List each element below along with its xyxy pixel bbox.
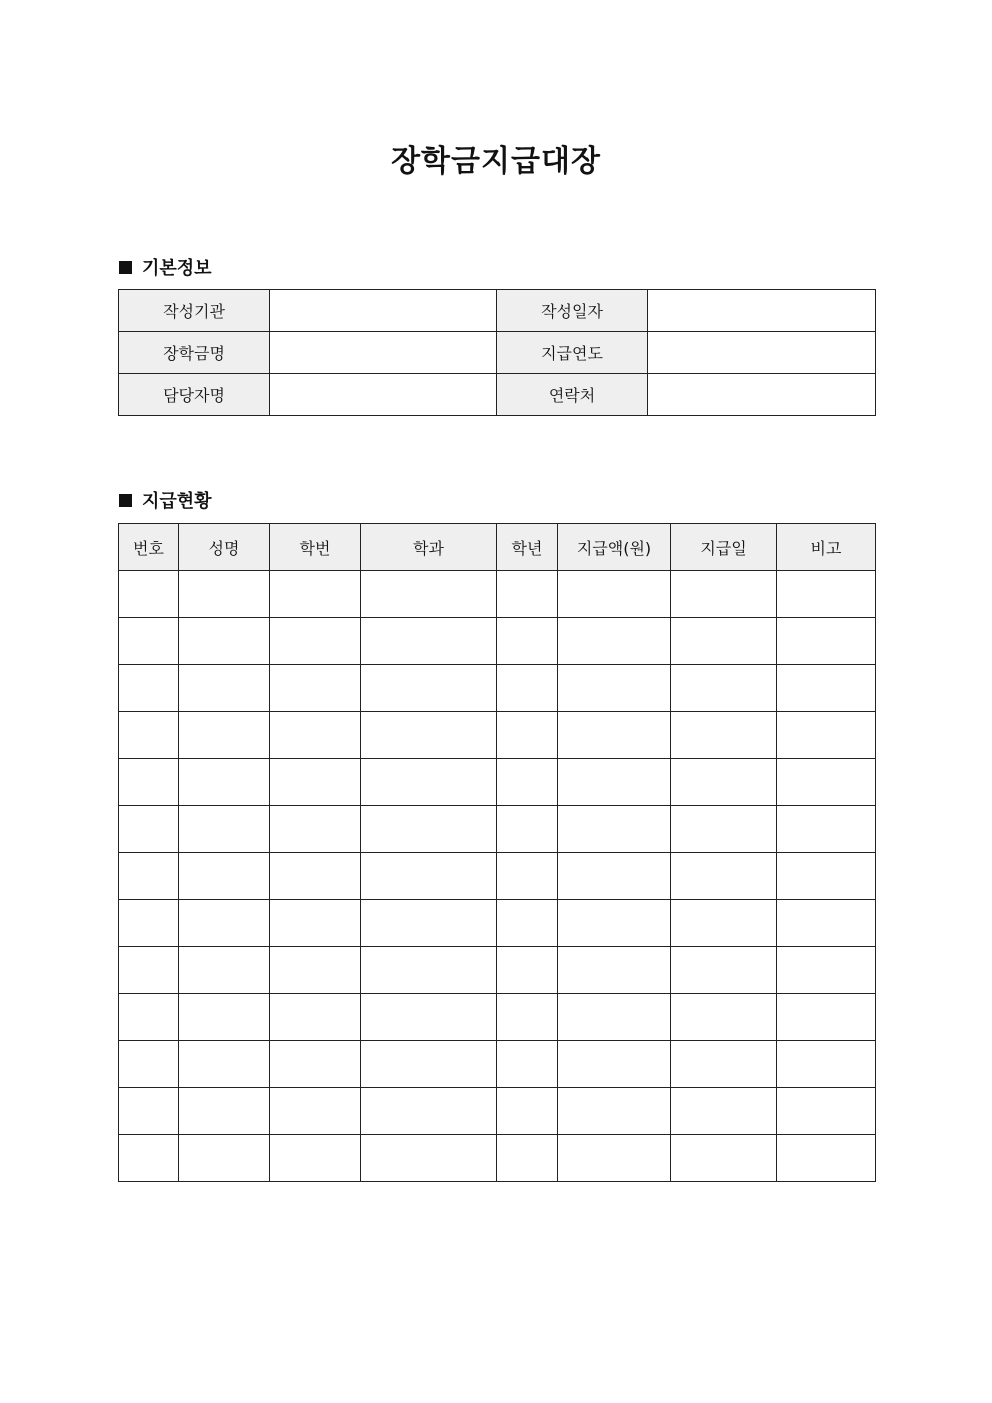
payment-status-table bbox=[118, 523, 876, 1182]
table-cell[interactable] bbox=[671, 665, 777, 712]
table-row bbox=[119, 1088, 876, 1135]
table-cell[interactable] bbox=[179, 900, 270, 947]
table-cell[interactable] bbox=[497, 853, 558, 900]
table-cell[interactable] bbox=[777, 853, 876, 900]
table-cell[interactable] bbox=[777, 1135, 876, 1182]
table-cell[interactable] bbox=[119, 853, 179, 900]
info-label: 지급연도 bbox=[497, 332, 648, 374]
table-cell[interactable] bbox=[119, 618, 179, 665]
table-cell[interactable] bbox=[558, 1041, 671, 1088]
table-cell[interactable] bbox=[361, 1135, 497, 1182]
table-cell[interactable] bbox=[119, 1135, 179, 1182]
info-value-cell[interactable] bbox=[270, 332, 497, 374]
table-cell[interactable] bbox=[558, 618, 671, 665]
table-row bbox=[119, 712, 876, 759]
table-cell[interactable] bbox=[671, 1041, 777, 1088]
table-cell[interactable] bbox=[558, 712, 671, 759]
table-cell[interactable] bbox=[179, 665, 270, 712]
table-cell[interactable] bbox=[671, 853, 777, 900]
table-cell[interactable] bbox=[558, 1088, 671, 1135]
table-cell[interactable] bbox=[671, 618, 777, 665]
table-cell[interactable] bbox=[671, 1088, 777, 1135]
table-cell[interactable] bbox=[119, 1088, 179, 1135]
table-cell[interactable] bbox=[361, 1088, 497, 1135]
table-cell[interactable] bbox=[270, 900, 361, 947]
table-cell[interactable] bbox=[497, 1041, 558, 1088]
table-cell[interactable] bbox=[777, 1088, 876, 1135]
table-cell[interactable] bbox=[270, 665, 361, 712]
table-row bbox=[119, 759, 876, 806]
table-cell[interactable] bbox=[179, 994, 270, 1041]
info-row bbox=[119, 332, 876, 374]
table-cell[interactable] bbox=[777, 806, 876, 853]
table-row bbox=[119, 994, 876, 1041]
table-row bbox=[119, 665, 876, 712]
table-cell[interactable] bbox=[270, 947, 361, 994]
table-cell[interactable] bbox=[777, 900, 876, 947]
info-label: 연락처 bbox=[497, 374, 648, 416]
table-cell[interactable] bbox=[671, 900, 777, 947]
table-cell[interactable] bbox=[671, 759, 777, 806]
info-row bbox=[119, 374, 876, 416]
table-cell[interactable] bbox=[119, 665, 179, 712]
table-cell[interactable] bbox=[361, 947, 497, 994]
payment-status-heading-label: 지급현황 bbox=[142, 491, 212, 512]
table-cell[interactable] bbox=[671, 571, 777, 618]
table-cell[interactable] bbox=[558, 571, 671, 618]
info-value-cell[interactable] bbox=[648, 290, 876, 332]
table-cell[interactable] bbox=[671, 806, 777, 853]
table-cell[interactable] bbox=[361, 665, 497, 712]
column-header: 학과 bbox=[361, 524, 497, 571]
table-cell[interactable] bbox=[777, 994, 876, 1041]
table-cell[interactable] bbox=[497, 994, 558, 1041]
table-cell[interactable] bbox=[119, 947, 179, 994]
column-header: 번호 bbox=[119, 524, 179, 571]
table-cell[interactable] bbox=[497, 1088, 558, 1135]
table-cell[interactable] bbox=[361, 900, 497, 947]
table-cell[interactable] bbox=[270, 571, 361, 618]
table-cell[interactable] bbox=[671, 947, 777, 994]
table-cell[interactable] bbox=[270, 759, 361, 806]
column-header: 지급일 bbox=[671, 524, 777, 571]
info-value-cell[interactable] bbox=[270, 290, 497, 332]
table-cell[interactable] bbox=[558, 806, 671, 853]
table-cell[interactable] bbox=[119, 994, 179, 1041]
table-cell[interactable] bbox=[179, 1041, 270, 1088]
table-cell[interactable] bbox=[361, 853, 497, 900]
table-cell[interactable] bbox=[179, 947, 270, 994]
table-cell[interactable] bbox=[558, 665, 671, 712]
table-cell[interactable] bbox=[497, 900, 558, 947]
table-row bbox=[119, 571, 876, 618]
table-cell[interactable] bbox=[558, 947, 671, 994]
info-value-cell[interactable] bbox=[648, 374, 876, 416]
table-cell[interactable] bbox=[497, 618, 558, 665]
table-cell[interactable] bbox=[270, 712, 361, 759]
info-label: 담당자명 bbox=[119, 374, 270, 416]
info-row bbox=[119, 290, 876, 332]
table-cell[interactable] bbox=[497, 759, 558, 806]
basic-info-heading bbox=[119, 254, 212, 280]
column-header: 성명 bbox=[179, 524, 270, 571]
table-cell[interactable] bbox=[270, 806, 361, 853]
table-cell[interactable] bbox=[361, 618, 497, 665]
table-cell[interactable] bbox=[777, 1041, 876, 1088]
table-cell[interactable] bbox=[119, 712, 179, 759]
table-cell[interactable] bbox=[119, 806, 179, 853]
table-cell[interactable] bbox=[497, 1135, 558, 1182]
table-cell[interactable] bbox=[558, 900, 671, 947]
table-cell[interactable] bbox=[270, 994, 361, 1041]
payment-status-heading bbox=[119, 487, 212, 513]
table-cell[interactable] bbox=[119, 571, 179, 618]
table-cell[interactable] bbox=[777, 712, 876, 759]
table-cell[interactable] bbox=[179, 853, 270, 900]
table-cell[interactable] bbox=[361, 571, 497, 618]
table-cell[interactable] bbox=[179, 1135, 270, 1182]
table-cell[interactable] bbox=[361, 806, 497, 853]
table-row bbox=[119, 1041, 876, 1088]
column-header: 학번 bbox=[270, 524, 361, 571]
table-cell[interactable] bbox=[361, 1041, 497, 1088]
table-cell[interactable] bbox=[777, 618, 876, 665]
column-header: 학년 bbox=[497, 524, 558, 571]
table-row bbox=[119, 900, 876, 947]
table-cell[interactable] bbox=[671, 712, 777, 759]
table-row bbox=[119, 618, 876, 665]
table-cell[interactable] bbox=[270, 853, 361, 900]
column-header: 비고 bbox=[777, 524, 876, 571]
table-cell[interactable] bbox=[777, 571, 876, 618]
table-cell[interactable] bbox=[119, 900, 179, 947]
basic-info-table bbox=[118, 289, 876, 416]
table-cell[interactable] bbox=[777, 947, 876, 994]
page-title: 장학금지급대장 bbox=[391, 144, 601, 179]
square-bullet-icon bbox=[119, 261, 132, 274]
table-cell[interactable] bbox=[179, 806, 270, 853]
table-cell[interactable] bbox=[361, 994, 497, 1041]
table-cell[interactable] bbox=[497, 806, 558, 853]
table-cell[interactable] bbox=[558, 994, 671, 1041]
table-cell[interactable] bbox=[497, 665, 558, 712]
table-cell[interactable] bbox=[179, 618, 270, 665]
table-cell[interactable] bbox=[497, 947, 558, 994]
table-cell[interactable] bbox=[270, 1135, 361, 1182]
table-cell[interactable] bbox=[671, 1135, 777, 1182]
table-cell[interactable] bbox=[270, 618, 361, 665]
table-cell[interactable] bbox=[179, 1088, 270, 1135]
table-cell[interactable] bbox=[179, 571, 270, 618]
info-label: 장학금명 bbox=[119, 332, 270, 374]
basic-info-heading-label: 기본정보 bbox=[142, 258, 212, 279]
table-cell[interactable] bbox=[777, 665, 876, 712]
info-value-cell[interactable] bbox=[648, 332, 876, 374]
table-cell[interactable] bbox=[558, 759, 671, 806]
table-cell[interactable] bbox=[179, 759, 270, 806]
info-value-cell[interactable] bbox=[270, 374, 497, 416]
table-cell[interactable] bbox=[671, 994, 777, 1041]
table-cell[interactable] bbox=[119, 1041, 179, 1088]
table-cell[interactable] bbox=[497, 571, 558, 618]
table-row bbox=[119, 806, 876, 853]
square-bullet-icon bbox=[119, 494, 132, 507]
table-cell[interactable] bbox=[179, 712, 270, 759]
column-header: 지급액(원) bbox=[558, 524, 671, 571]
table-row bbox=[119, 853, 876, 900]
table-row bbox=[119, 947, 876, 994]
table-cell[interactable] bbox=[270, 1088, 361, 1135]
table-cell[interactable] bbox=[558, 853, 671, 900]
info-label: 작성기관 bbox=[119, 290, 270, 332]
table-cell[interactable] bbox=[270, 1041, 361, 1088]
table-cell[interactable] bbox=[777, 759, 876, 806]
table-cell[interactable] bbox=[497, 712, 558, 759]
info-label: 작성일자 bbox=[497, 290, 648, 332]
table-row bbox=[119, 1135, 876, 1182]
table-cell[interactable] bbox=[361, 712, 497, 759]
table-cell[interactable] bbox=[119, 759, 179, 806]
table-cell[interactable] bbox=[558, 1135, 671, 1182]
table-cell[interactable] bbox=[361, 759, 497, 806]
